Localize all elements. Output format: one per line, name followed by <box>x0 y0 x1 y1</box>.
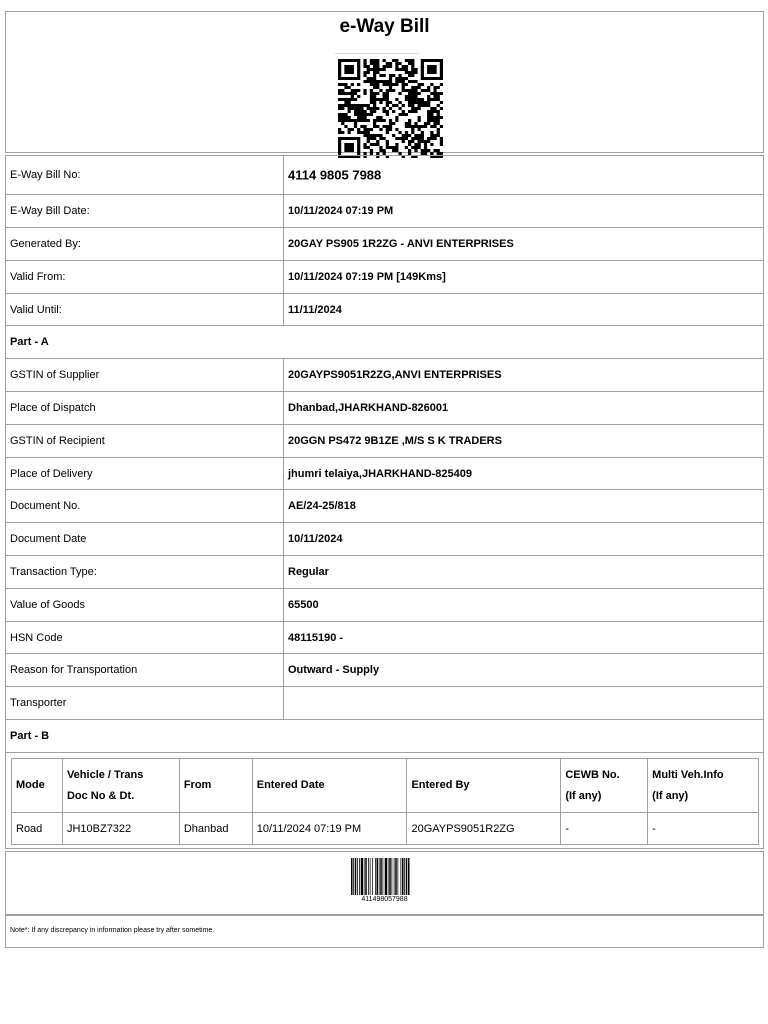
table-cell: 10/11/2024 07:19 PM <box>252 813 407 845</box>
field-value: 11/11/2024 <box>288 303 342 316</box>
barcode-number: 411498057988 <box>361 896 408 903</box>
field-value: 10/11/2024 07:19 PM <box>288 205 394 217</box>
field-label: E-Way Bill No: <box>10 169 81 181</box>
column-header-entered-date: Entered Date <box>252 759 407 813</box>
table-header-row <box>12 759 759 813</box>
discrepancy-note: Note*: If any discrepancy in information please try after sometime. <box>10 927 215 934</box>
field-row-transaction-type <box>6 556 763 589</box>
field-label: E-Way Bill Date: <box>10 205 90 217</box>
section-heading-part-a <box>6 326 763 359</box>
field-label: GSTIN of Recipient <box>10 435 105 447</box>
field-label: Transporter <box>10 697 67 709</box>
section-heading-part-b <box>6 720 763 753</box>
field-row-hsn-code <box>6 622 763 654</box>
field-row-value-of-goods <box>6 589 763 622</box>
ewaybill-details <box>5 155 764 849</box>
field-row-reason-for-transportation <box>6 654 763 687</box>
field-row-valid-from <box>6 261 763 294</box>
field-value: 20GAY PS905 1R2ZG - ANVI ENTERPRISES <box>288 238 514 250</box>
field-row-transporter <box>6 687 763 720</box>
field-row-generated-by <box>6 228 763 261</box>
barcode-icon <box>351 858 431 895</box>
table-cell: JH10BZ7322 <box>62 813 179 845</box>
field-row-gstin-supplier <box>6 359 763 392</box>
part-b-title: Part - B <box>10 730 50 742</box>
table-cell: - <box>648 813 759 845</box>
qr-modules <box>338 59 443 158</box>
field-label: Valid Until: <box>10 303 62 316</box>
column-header-entered-by: Entered By <box>407 759 561 813</box>
field-value: 20GAYPS9051R2ZG,ANVI ENTERPRISES <box>288 369 502 381</box>
title-divider <box>335 53 419 54</box>
field-row-place-of-dispatch <box>6 392 763 425</box>
field-row-place-of-delivery <box>6 458 763 490</box>
field-label: Transaction Type: <box>10 566 97 578</box>
field-value: Outward - Supply <box>288 664 380 676</box>
field-row-document-date <box>6 523 763 556</box>
page-title: e-Way Bill <box>339 16 430 37</box>
eway-bill-number: 4114 9805 7988 <box>288 167 382 183</box>
field-label: Value of Goods <box>10 599 86 611</box>
field-label: Place of Dispatch <box>10 402 96 414</box>
part-b-table <box>11 758 759 845</box>
barcode-bars <box>351 858 410 895</box>
field-label: Valid From: <box>10 271 66 283</box>
table-row <box>12 813 759 845</box>
field-row-eway-bill-no <box>6 156 763 195</box>
column-header-multi-veh: Multi Veh.Info (If any) <box>648 759 759 813</box>
table-cell: 20GAYPS9051R2ZG <box>407 813 561 845</box>
column-header-mode: Mode <box>12 759 63 813</box>
field-label: HSN Code <box>10 631 63 644</box>
qr-code-icon <box>338 59 443 158</box>
table-cell: - <box>561 813 648 845</box>
field-value: 65500 <box>288 599 319 611</box>
note-section <box>5 915 764 948</box>
field-label: Reason for Transportation <box>10 664 138 676</box>
field-label: Document Date <box>10 533 87 545</box>
header-section <box>5 11 764 153</box>
field-value: 48115190 - <box>288 631 344 644</box>
column-header-vehicle: Vehicle / Trans Doc No & Dt. <box>62 759 179 813</box>
column-header-from: From <box>179 759 252 813</box>
field-label: Generated By: <box>10 238 81 250</box>
barcode-section <box>5 851 764 915</box>
field-value: jhumri telaiya,JHARKHAND-825409 <box>288 467 473 480</box>
field-value: 20GGN PS472 9B1ZE ,M/S S K TRADERS <box>288 435 502 447</box>
field-value: Dhanbad,JHARKHAND-826001 <box>288 402 449 414</box>
table-cell: Dhanbad <box>179 813 252 845</box>
column-header-cewb-no: CEWB No. (If any) <box>561 759 648 813</box>
field-value: 10/11/2024 <box>288 533 343 545</box>
field-row-valid-until <box>6 294 763 326</box>
field-value: Regular <box>288 566 329 578</box>
field-row-eway-bill-date <box>6 195 763 228</box>
field-value: AE/24-25/818 <box>288 500 356 512</box>
field-label: GSTIN of Supplier <box>10 369 100 381</box>
table-cell: Road <box>12 813 63 845</box>
part-a-title: Part - A <box>10 336 49 348</box>
field-label: Document No. <box>10 500 81 512</box>
field-row-document-no <box>6 490 763 523</box>
field-value: 10/11/2024 07:19 PM [149Kms] <box>288 271 446 283</box>
field-label: Place of Delivery <box>10 467 93 480</box>
field-row-gstin-recipient <box>6 425 763 458</box>
